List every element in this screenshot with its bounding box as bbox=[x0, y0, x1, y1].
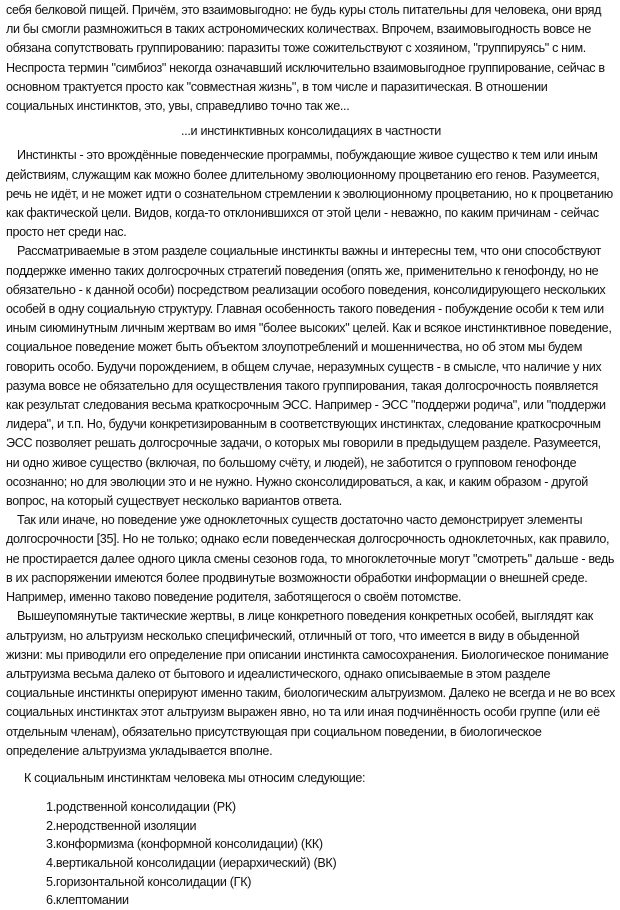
section-heading: ...и инстинктивных консолидациях в частности bbox=[180, 124, 442, 139]
paragraph-altruism: Вышеупомянутые тактические жертвы, в лице конкретного поведения конкретных особей, выглядят как альтруизм, но альтруизм несколько специфический, отличный от того, что имеется в виду в обыденной жизни: мы приводили его определение при описании инстинкта самосохранения. Биологическое понимание альтруизма весьма далеко от бытового и идеалистического, однако описываемые в этом разделе социальные инстинкты оперируют именно таким, биологическим альтруизмом. Далеко не всегда и не во всех социальных инстинктах этот альтруизм выражен явно, но та или иная подчинённость особи группе (или её отдельным членам), обязательно присутствующая при социальном поведении, в биологическое определение альтруизма укладывается вполне. bbox=[6, 609, 615, 758]
paragraph-social-instincts: Рассматриваемые в этом разделе социальные инстинкты важны и интересны тем, что они способствуют поддержке именно таких долгосрочных стратегий поведения (опять же, применительно к генофонду, но не обязательно - к данной особи) посредством реализации особого поведения, консолидирующего нескольких особей в одну социальную структуру. Главная особенность такого поведения - побуждение особи к тем или иным сиюминутным личным жертвам во имя "более высоких" целей. Как и всякое инстинктивное поведение, социальное поведение может быть объектом злоупотреблений и мошенничества, но об этом мы будем говорить особо. Будучи порождением, в общем случае, неразумных существ - в смысле, что наличие у них разума вовсе не обязательно для осуществления такого группирования, такая долгосрочность появляется как результат следования весьма краткосрочным ЭСС. Например - ЭСС "поддержи родича", или "поддержи лидера", и т.п. Но, будучи конкретизированным в соответствующих инстинктах, следование краткосрочным ЭСС позволяет решать долгосрочные задачи, о которых мы говорили в предыдущем разделе. Разумеется, ни одно живое существо (включая, по большому счёту, и людей), не заботится о групповом генофонде осознанно; но для эволюции это и не нужно. Нужно сконсолидироваться, а как, и каким образом - другой вопрос, на который существует несколько вариантов ответа. bbox=[6, 244, 612, 509]
list-item: 6.клептомании bbox=[46, 893, 129, 908]
list-item: 5.горизонтальной консолидации (ГК) bbox=[46, 874, 252, 889]
paragraph-instincts: Инстинкты - это врождённые поведенческие программы, побуждающие живое существо к тем или иным действиям, служащим как можно более длительному эволюционному процветанию его генов. Разумеется, речь не идёт, и не может идти о сознательном стремлении к эволюционному процветанию, но к процветанию как фактической цели. Видов, когда-то отклонившихся от этой цели - неважно, по каким причинам - сейчас просто нет среди нас. bbox=[6, 148, 613, 240]
list-item: 3.конформизма (конформной консолидации) (КК) bbox=[46, 837, 323, 852]
list-item: 2.неродственной изоляции bbox=[46, 818, 197, 833]
list-item: 4.вертикальной консолидации (иерархический) (ВК) bbox=[46, 855, 337, 870]
list-lead: К социальным инстинктам человека мы относим следующие: bbox=[24, 770, 366, 785]
paragraph-unicellular: Так или иначе, но поведение уже одноклеточных существ достаточно часто демонстрирует элементы долгосрочности [35]. Но не только; однако если поведенческая долгосрочность одноклеточных, как правило, не простирается далее одного цикла смены сезонов года, то многоклеточные могут "смотреть" дальше - ведь в их распоряжении имеются более продвинутые возможности обработки информации о внешней среде. Например, именно таково поведение родителя, заботящегося о своём потомстве. bbox=[6, 513, 615, 605]
social-instincts-list bbox=[6, 798, 616, 910]
list-item: 1.родственной консолидации (РК) bbox=[46, 800, 236, 815]
paragraph-intro: себя белковой пищей. Причём, это взаимовыгодно: не будь куры столь питательны для человека, они вряд ли бы смогли размножиться в таких астрономических количествах. Впрочем, взаимовыгодность вовсе не обязана сопутствовать группированию: паразиты тоже сожительствуют с хозяином, "группируясь" с ним. Неспроста термин "симбиоз" некогда означавший исключительно взаимовыгодное группирование, сейчас в основном трактуется просто как "совместная жизнь", в том числе и паразитическая. В отношении социальных инстинктов, это, увы, справедливо точно так же... bbox=[6, 3, 605, 114]
